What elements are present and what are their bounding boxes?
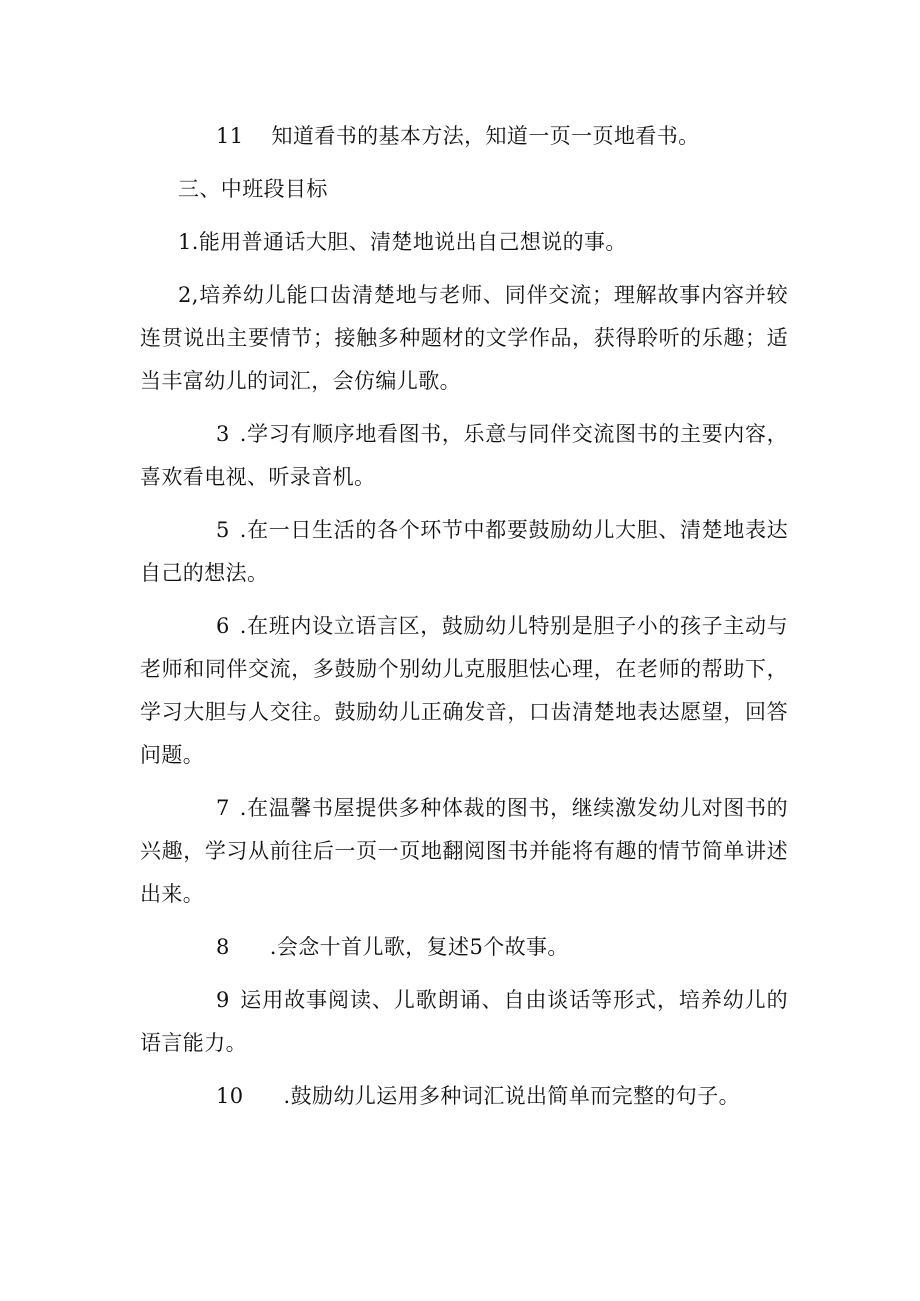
paragraph-item-2 — [140, 274, 788, 403]
heading-text: 三、中班段目标 — [178, 177, 328, 201]
paragraph-item-8 — [140, 926, 788, 969]
paragraph-text: .在班内设立语言区，鼓励幼儿特别是胆子小的孩子主动与老师和同伴交流，多鼓励个别幼儿克服胆怯心理，在老师的帮助下，学习大胆与人交往。鼓励幼儿正确发音，口齿清楚地表达愿望，回答问题。 — [140, 614, 788, 767]
paragraph-text: 运用故事阅读、儿歌朗诵、自由谈话等形式，培养幼儿的语言能力。 — [140, 988, 788, 1055]
paragraph-item-5 — [140, 509, 788, 595]
paragraph-text: .会念十首儿歌，复述5个故事。 — [269, 935, 569, 959]
paragraph-text: 2,培养幼儿能口齿清楚地与老师、同伴交流；理解故事内容并较连贯说出主要情节；接触多种题材的文学作品，获得聆听的乐趣；适当丰富幼儿的词汇，会仿编儿歌。 — [140, 283, 788, 393]
paragraph-item-3 — [140, 413, 788, 499]
paragraph-text: .鼓励幼儿运用多种词汇说出简单而完整的句子。 — [283, 1084, 741, 1108]
paragraph-item-6 — [140, 605, 788, 777]
item-number: 11 — [216, 124, 244, 148]
paragraph-item-10 — [140, 1075, 788, 1118]
paragraph-text: 1.能用普通话大胆、清楚地说出自己想说的事。 — [178, 230, 627, 254]
paragraph-text: .学习有顺序地看图书，乐意与同伴交流图书的主要内容，喜欢看电视、听录音机。 — [140, 422, 788, 489]
item-number: 6 — [216, 614, 230, 638]
item-number: 9 — [216, 988, 230, 1012]
paragraph-item-1 — [140, 221, 788, 264]
document-body — [140, 115, 788, 1128]
item-number: 7 — [216, 796, 230, 820]
paragraph-item-7 — [140, 787, 788, 916]
item-number: 5 — [216, 518, 230, 542]
paragraph-item-9 — [140, 979, 788, 1065]
paragraph-item-11 — [140, 115, 788, 158]
paragraph-text: .在一日生活的各个环节中都要鼓励幼儿大胆、清楚地表达自己的想法。 — [140, 518, 788, 585]
paragraph-text: 知道看书的基本方法，知道一页一页地看书。 — [271, 124, 700, 148]
item-number: 10 — [216, 1084, 244, 1108]
item-number: 3 — [216, 422, 230, 446]
section-heading — [140, 168, 788, 211]
paragraph-text: .在温馨书屋提供多种体裁的图书，继续激发幼儿对图书的兴趣，学习从前往后一页一页地翻阅图书并能将有趣的情节简单讲述出来。 — [140, 796, 788, 906]
item-number: 8 — [216, 935, 230, 959]
